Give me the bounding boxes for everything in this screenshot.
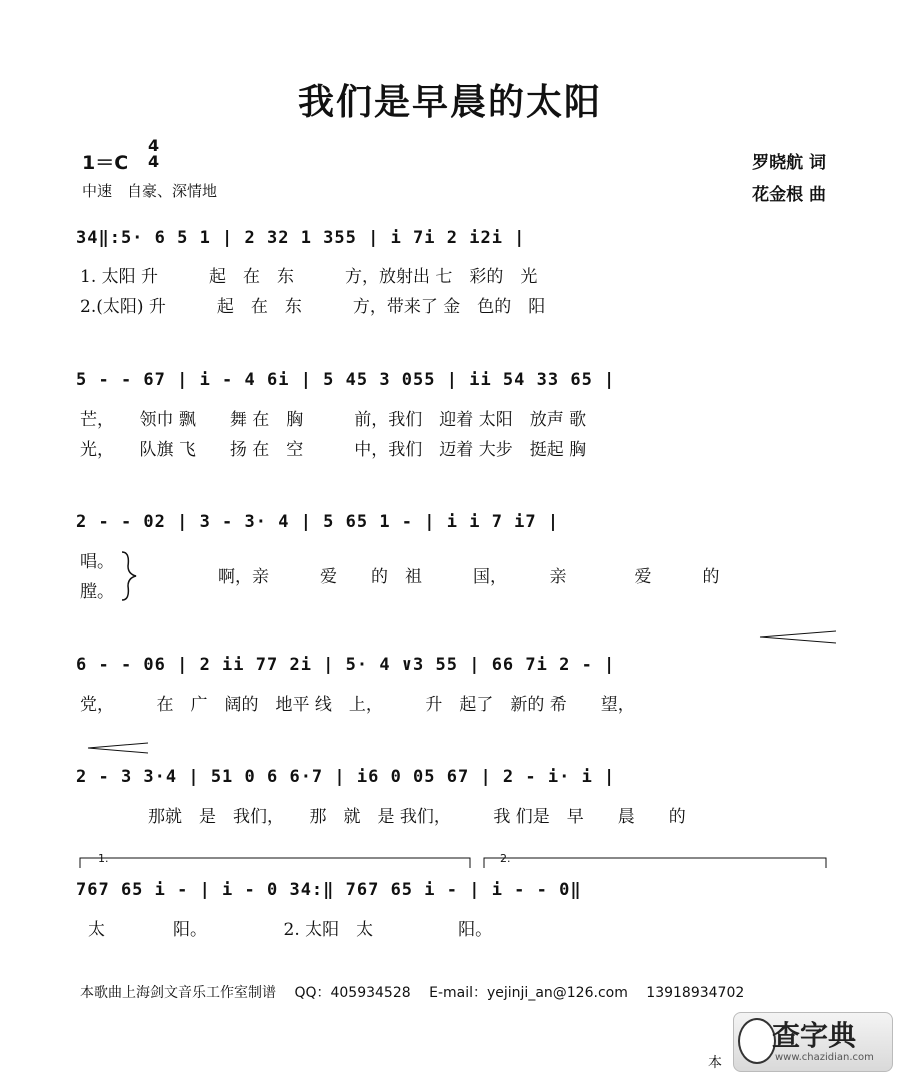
time-signature [148, 138, 159, 170]
staff-line-3: 2 - - 02 | 3 - 3· 4 | 5 65 1 - | i i 7 i7 | [76, 512, 560, 532]
staff-line-2: 5 - - 67 | i - 4 6i | 5 45 3 055 | ii 54 33 65 | [76, 370, 616, 390]
staff-line-6: 767 65 i - | i - 0 34:‖ 767 65 i - | i - - 0‖ [76, 880, 582, 900]
lyrics-line-2-verse-2: 光， 队旗 飞 扬 在 空 中，我们 迈着 大步 挺起 胸 [80, 440, 587, 460]
site-logo-name: 查字典 [772, 1019, 857, 1052]
lyrics-line-3-verse-2: 膛。 [80, 582, 114, 602]
site-logo-url: www.chazidian.com [775, 1052, 874, 1063]
volta-2-bracket [484, 858, 826, 868]
volta-1-bracket [80, 858, 470, 868]
crescendo-mark-1 [760, 631, 836, 643]
key-signature: 1＝C [82, 152, 129, 174]
mascot-icon [738, 1018, 776, 1064]
staff-line-5: 2 - 3 3·4 | 51 0 6 6·7 | i6 0 05 67 | 2 - i· i | [76, 767, 616, 787]
song-title: 我们是早晨的太阳 [297, 81, 602, 123]
lyrics-line-1-verse-1: 1. 太阳 升 起 在 东 方，放射出 七 彩的 光 [80, 267, 538, 287]
tempo-marking: 中速 自豪、深情地 [82, 182, 218, 200]
edge-text: 本 [708, 1055, 722, 1071]
time-signature-bottom: 4 [148, 152, 160, 171]
lyricist-credit: 罗晓航 词 [752, 153, 826, 173]
footer-credits: 本歌曲上海剑文音乐工作室制谱 QQ：405934528 E-mail：yejinji_an@126.com 13918934702 [80, 985, 745, 1001]
time-signature-top: 4 [148, 136, 160, 155]
lyrics-line-3-chorus: 啊，亲 爱 的 祖 国， 亲 爱 的 [218, 567, 720, 587]
lyrics-line-3-verse-1: 唱。 [80, 552, 114, 572]
lyrics-line-4: 党， 在 广 阔的 地平 线 上， 升 起了 新的 希 望， [80, 695, 635, 715]
lyrics-line-5: 那就 是 我们， 那 就 是 我们， 我 们是 早 晨 的 [148, 807, 686, 827]
staff-line-1: 34‖:5· 6 5 1 | 2 32 1 355 | i 7i 2 i2i | [76, 228, 526, 248]
composer-credit: 花金根 曲 [752, 185, 826, 205]
lyrics-line-1-verse-2: 2.(太阳) 升 起 在 东 方，带来了 金 色的 阳 [80, 297, 546, 317]
crescendo-mark-2 [88, 743, 148, 753]
volta-2-label: 2. [500, 852, 511, 865]
staff-line-4: 6 - - 06 | 2 ii 77 2i | 5· 4 ∨3 55 | 66 7i 2 - | [76, 655, 616, 675]
verse-brace [122, 552, 136, 600]
lyrics-line-6: 太 阳。 2. 太阳 太 阳。 [88, 920, 493, 940]
lyrics-line-2-verse-1: 芒， 领巾 飘 舞 在 胸 前，我们 迎着 太阳 放声 歌 [80, 410, 587, 430]
volta-1-label: 1. [98, 852, 109, 865]
